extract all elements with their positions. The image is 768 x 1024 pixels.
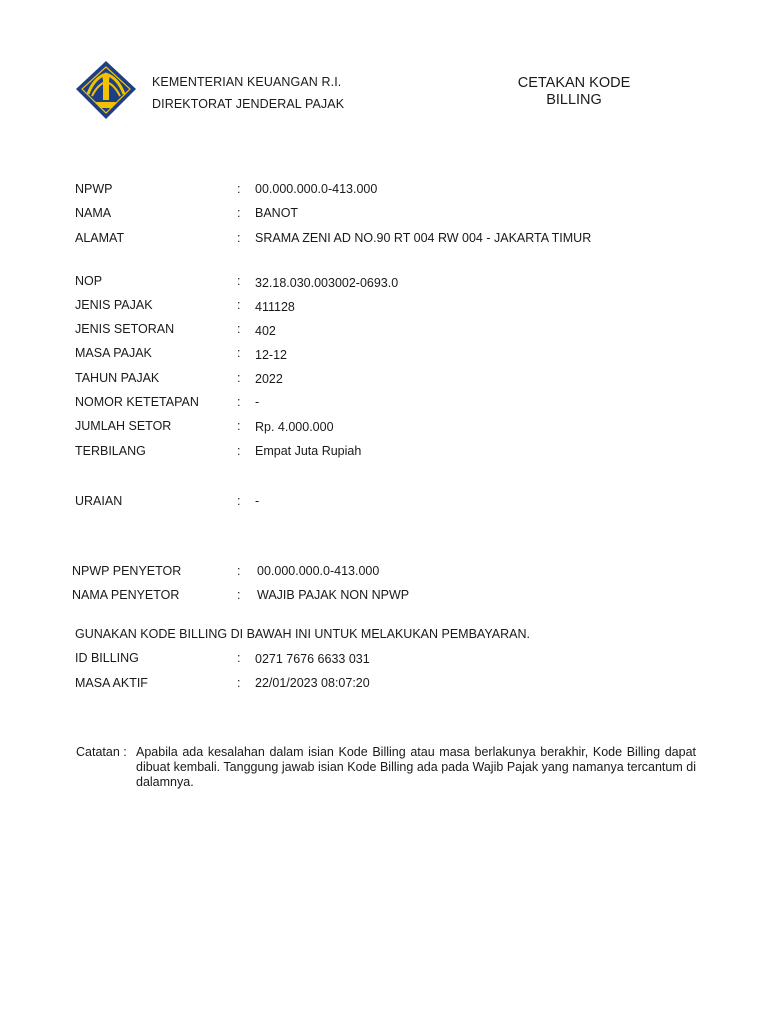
colon: :: [237, 564, 241, 578]
nama-label: NAMA: [75, 206, 112, 220]
terbilang-value: Empat Juta Rupiah: [255, 444, 362, 458]
alamat-label: ALAMAT: [75, 231, 125, 245]
colon: :: [237, 444, 241, 458]
colon: :: [237, 651, 241, 665]
colon: :: [237, 182, 241, 196]
payment-instruction: GUNAKAN KODE BILLING DI BAWAH INI UNTUK MELAKUKAN PEMBAYARAN.: [75, 627, 530, 641]
npwp-penyetor-value: 00.000.000.0-413.000: [257, 564, 380, 578]
masa-aktif-label: MASA AKTIF: [75, 676, 148, 690]
nop-value: 32.18.030.003002-0693.0: [255, 276, 399, 290]
nama-value: BANOT: [255, 206, 299, 220]
ministry-name: KEMENTERIAN KEUANGAN R.I.: [152, 75, 342, 89]
directorate-name: DIREKTORAT JENDERAL PAJAK: [152, 97, 345, 111]
nomor-ketetapan-value: -: [255, 395, 260, 409]
colon: :: [237, 676, 241, 690]
nop-label: NOP: [75, 274, 103, 288]
colon: :: [237, 371, 241, 385]
npwp-penyetor-label: NPWP PENYETOR: [72, 564, 182, 578]
npwp-value: 00.000.000.0-413.000: [255, 182, 378, 196]
jenis-setoran-label: JENIS SETORAN: [75, 322, 175, 336]
colon: :: [237, 346, 241, 360]
jumlah-setor-label: JUMLAH SETOR: [75, 419, 172, 433]
jenis-setoran-value: 402: [255, 324, 276, 338]
jenis-pajak-label: JENIS PAJAK: [75, 298, 153, 312]
colon: :: [237, 231, 241, 245]
nama-penyetor-label: NAMA PENYETOR: [72, 588, 180, 602]
note-text: Apabila ada kesalahan dalam isian Kode Billing atau masa berlakunya berakhir, Kode Billing dapat dibuat kembali. Tanggung jawab isian Kode Billing ada pada Wajib Pajak yang namanya tercantum di dalamnya.: [136, 745, 696, 789]
document-title: [494, 75, 654, 109]
npwp-label: NPWP: [75, 182, 113, 196]
colon: :: [237, 419, 241, 433]
colon: :: [237, 588, 241, 602]
masa-pajak-label: MASA PAJAK: [75, 346, 152, 360]
kemenkeu-logo-icon: [74, 60, 138, 120]
jumlah-setor-value: Rp. 4.000.000: [255, 420, 334, 434]
tahun-pajak-value: 2022: [255, 372, 283, 386]
id-billing-label: ID BILLING: [75, 651, 139, 665]
id-billing-value: 0271 7676 6633 031: [255, 652, 370, 666]
colon: :: [237, 322, 241, 336]
colon: :: [237, 274, 241, 288]
colon: :: [237, 206, 241, 220]
uraian-label: URAIAN: [75, 494, 123, 508]
nomor-ketetapan-label: NOMOR KETETAPAN: [75, 395, 199, 409]
terbilang-label: TERBILANG: [75, 444, 146, 458]
colon: :: [237, 298, 241, 312]
colon: :: [237, 395, 241, 409]
colon: :: [237, 494, 241, 508]
alamat-value: SRAMA ZENI AD NO.90 RT 004 RW 004 - JAKARTA TIMUR: [255, 231, 592, 245]
title-line-1: CETAKAN KODE: [517, 75, 631, 91]
note-label: Catatan :: [76, 745, 127, 759]
masa-aktif-value: 22/01/2023 08:07:20: [255, 676, 370, 690]
masa-pajak-value: 12-12: [255, 348, 287, 362]
tahun-pajak-label: TAHUN PAJAK: [75, 371, 160, 385]
uraian-value: -: [255, 494, 260, 508]
jenis-pajak-value: 411128: [255, 300, 295, 314]
nama-penyetor-value: WAJIB PAJAK NON NPWP: [257, 588, 410, 602]
title-line-2: BILLING: [546, 92, 602, 108]
